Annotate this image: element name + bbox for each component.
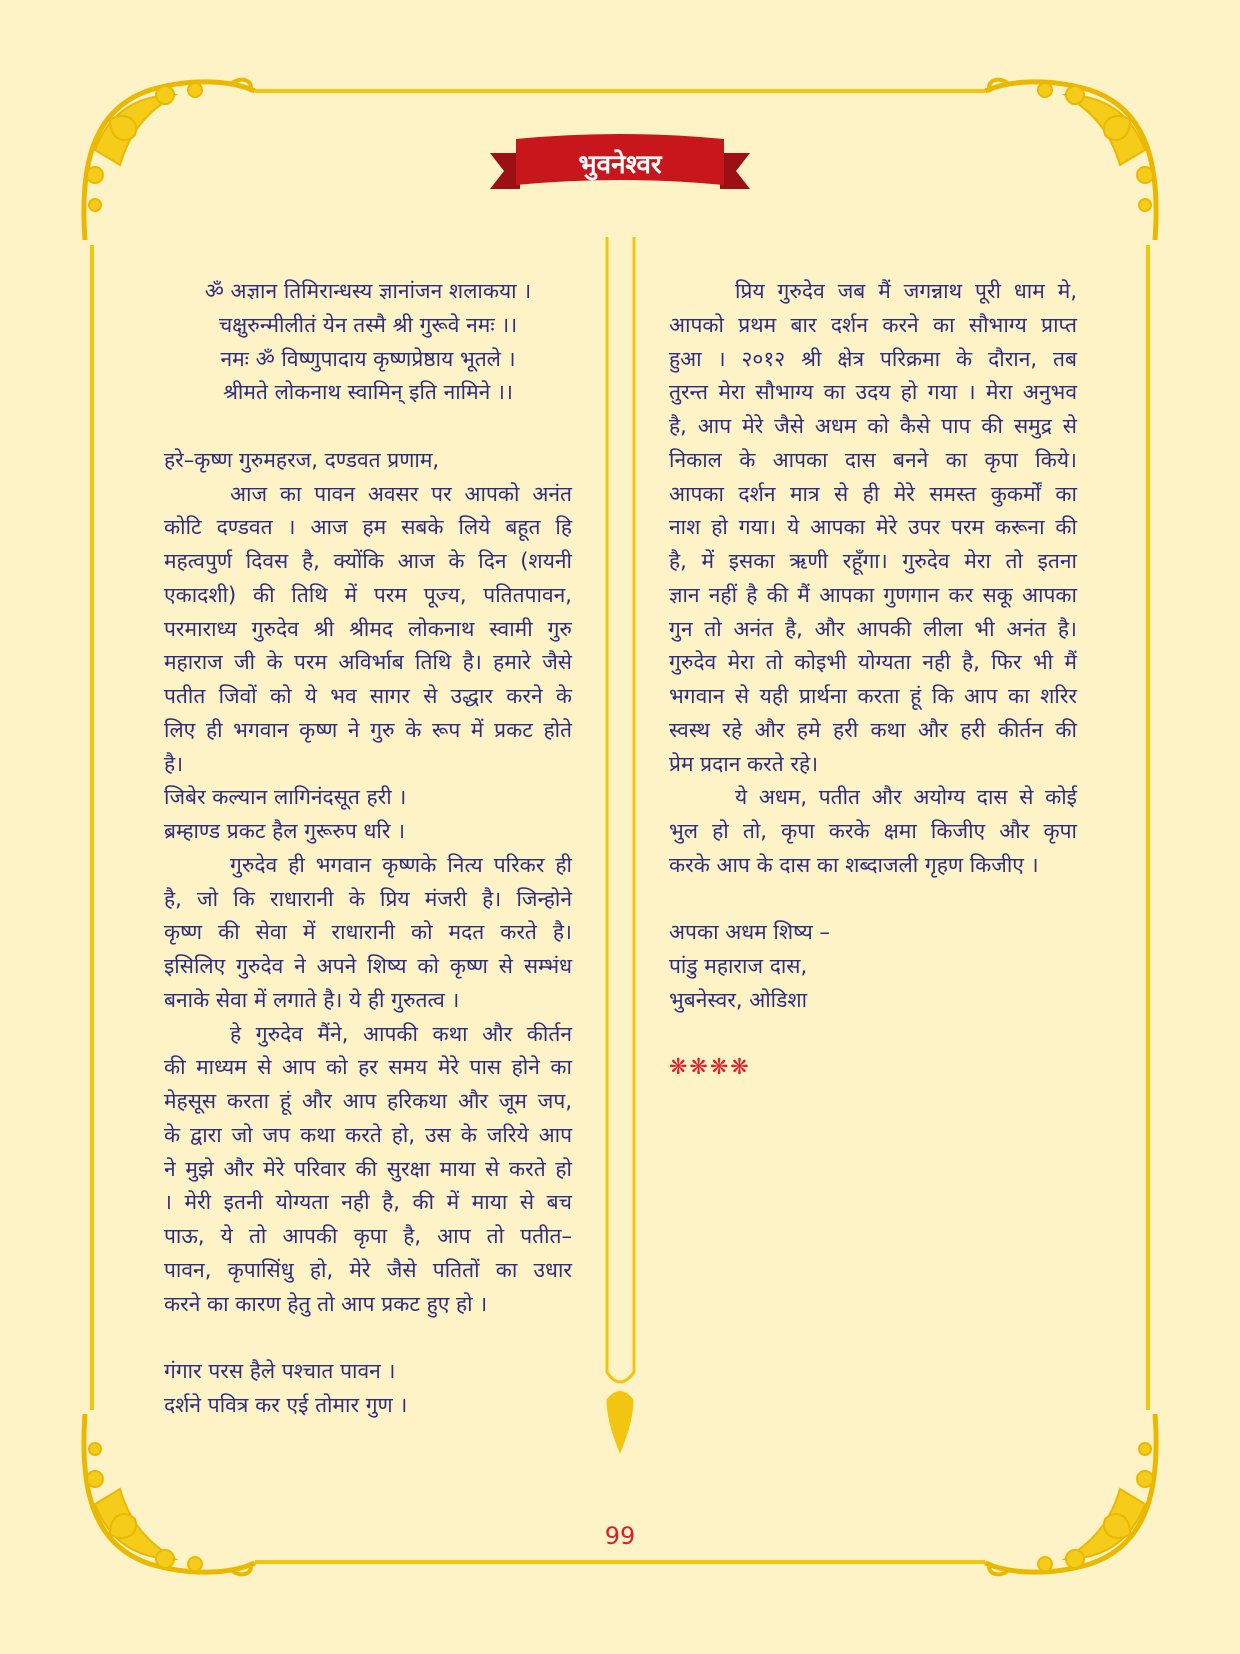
paragraph-line: ये अधम, पतीत और अयोग्य दास से कोई: [735, 785, 1077, 810]
blank-line: [669, 1018, 1077, 1052]
verse-line: अपका अधम शिष्य –: [669, 920, 830, 945]
mantra-line: नमः ॐ विष्णुपादाय कृष्णप्रेष्ठाय भूतले ।: [220, 346, 516, 371]
verse-line: भुबनेस्वर, ओडिशा: [669, 987, 808, 1012]
paragraph-line: गुन तो अनंत है, और आपकी लीला भी अनंत है।: [669, 616, 1077, 641]
blank-line: [164, 1321, 572, 1355]
paragraph-line: महत्वपुर्ण दिवस है, क्योंकि आज के दिन (शयनी: [164, 549, 572, 573]
paragraph-line: मेहसूस करता हूं और आप हरिकथा और जूम जप,: [164, 1089, 572, 1113]
paragraph-line: स्वस्थ रहे और हमे हरी कथा और हरी कीर्तन की: [669, 717, 1077, 742]
paragraph-line: पतीत जिवों को ये भव सागर से उद्धार करने के: [164, 684, 572, 708]
paragraph-line: । मेरी इतनी योग्यता नही है, की में माया से बच: [164, 1190, 572, 1215]
paragraph-line: परमाराध्य गुरुदेव श्री श्रीमद लोकनाथ स्वामी गुरु: [164, 616, 572, 641]
paragraph-line: गुरुदेव मेरा तो कोइभी योग्यता नही है, फिर भी मैं: [669, 650, 1077, 675]
paragraph-line: महाराज जी के परम अविर्भाब तिथि है। हमारे जैसे: [164, 650, 572, 675]
paragraph-line: एकादशी) की तिथि में परम पूज्य, पतितपावन,: [164, 582, 572, 607]
paragraph-line: की माध्यम से आप को हर समय मेरे पास होने का: [164, 1055, 572, 1080]
paragraph-line: निकाल के आपका दास बनने का कृपा किये।: [669, 447, 1077, 472]
mantra-line: ॐ अज्ञान तिमिरान्धस्य ज्ञानांजन शलाकया ।: [204, 279, 532, 303]
column-divider: [607, 237, 634, 1450]
mantra-line: चक्षुरुन्मीलीतं येन तस्मै श्री गुरूवे नमः ।।: [218, 312, 518, 337]
verse-line: ब्रम्हाण्ड प्रकट हैल गुरूरुप धरि ।: [164, 819, 406, 843]
mantra-line: श्रीमते लोकनाथ स्वामिन् इति नामिने ।।: [223, 380, 513, 405]
paragraph-line: नाश हो गया। ये आपका मेरे उपर परम करूना की: [669, 515, 1077, 540]
verse-line: हरे–कृष्ण गुरुमहरज, दण्डवत प्रणाम,: [164, 447, 440, 472]
paragraph-line: आपका दर्शन मात्र से ही मेरे समस्त कुकर्मों का: [669, 481, 1077, 506]
paragraph-line: करने का कारण हेतु तो आप प्रकट हुए हो ।: [164, 1291, 488, 1316]
left-column: [164, 275, 572, 1423]
paragraph-line: प्रेम प्रदान करते रहे।: [669, 751, 819, 776]
paragraph-line: आपको प्रथम बार दर्शन करने का सौभाग्य प्राप्त: [669, 312, 1077, 337]
paragraph-line: है।: [164, 751, 184, 776]
paragraph-line: भगवान से यही प्रार्थना करता हूं कि आप का शरिर: [669, 684, 1077, 708]
title-banner: [490, 133, 750, 197]
verse-line: दर्शने पवित्र कर एई तोमार गुण ।: [164, 1392, 408, 1417]
verse-line: पांडु महाराज दास,: [669, 954, 808, 978]
paragraph-line: पाऊ, ये तो आपकी कृपा है, आप तो पतीत–: [164, 1224, 572, 1248]
paragraph-line: ज्ञान नहीं है की मैं आपका गुणगान कर सकू आपका: [669, 582, 1077, 607]
paragraph-line: है, में इसका ऋणी रहूँगा। गुरुदेव मेरा तो इतना: [669, 549, 1077, 573]
paragraph-line: कोटि दण्डवत । आज हम सबके लिये बहूत हि: [164, 515, 572, 540]
paragraph-line: पावन, कृपासिंधु हो, मेरे जैसे पतितों का उधार: [164, 1257, 572, 1282]
right-column: [669, 275, 1077, 1085]
paragraph-line: आज का पावन अवसर पर आपको अनंत: [230, 481, 572, 506]
paragraph-line: लिए ही भगवान कृष्ण ने गुरु के रूप में प्रकट होते: [164, 717, 572, 742]
paragraph-line: हुआ । २०१२ श्री क्षेत्र परिक्रमा के दौरान, तब: [669, 346, 1077, 371]
banner-title: भुवनेश्वर: [578, 150, 662, 180]
verse-line: गंगार परस हैले पश्चात पावन ।: [164, 1359, 396, 1383]
blank-line: [669, 883, 1077, 917]
paragraph-line: है, जो कि राधारानी के प्रिय मंजरी है। जिन्होने: [164, 886, 572, 911]
paragraph-line: करके आप के दास का शब्दाजली गृहण किजीए ।: [669, 852, 1039, 877]
paragraph-line: है, आप मेरे जैसे अधम को कैसे पाप की समुद्र से: [669, 414, 1077, 438]
paragraph-line: कृष्ण की सेवा में राधारानी को मदत करते है।: [164, 920, 572, 945]
verse-line: जिबेर कल्यान लागिनंदसूत हरी ।: [164, 785, 407, 810]
paragraph-line: ने मुझे और मेरे परिवार की सुरक्षा माया से करते हो: [164, 1156, 572, 1181]
blank-line: [164, 410, 572, 444]
paragraph-line: गुरुदेव ही भगवान कृष्णके नित्य परिकर ही: [230, 852, 572, 877]
paragraph-line: के द्वारा जो जप कथा करते हो, उस के जरिये आप: [164, 1122, 572, 1147]
paragraph-line: इसिलिए गुरुदेव ने अपने शिष्य को कृष्ण से सम्भंध: [164, 954, 572, 978]
page-number: 99: [604, 1522, 636, 1550]
paragraph-line: बनाके सेवा में लगाते है। ये ही गुरुतत्व ।: [164, 987, 460, 1012]
paragraph-line: प्रिय गुरुदेव जब मैं जगन्नाथ पूरी धाम मे,: [735, 279, 1077, 303]
paragraph-line: तुरन्त मेरा सौभाग्य का उदय हो गया । मेरा अनुभव: [669, 380, 1077, 405]
paragraph-line: हे गुरुदेव मैंने, आपकी कथा और कीर्तन: [230, 1021, 572, 1046]
end-stars-mark: ❋❋❋❋: [669, 1055, 751, 1081]
paragraph-line: भुल हो तो, कृपा करके क्षमा किजीए और कृपा: [669, 819, 1077, 843]
